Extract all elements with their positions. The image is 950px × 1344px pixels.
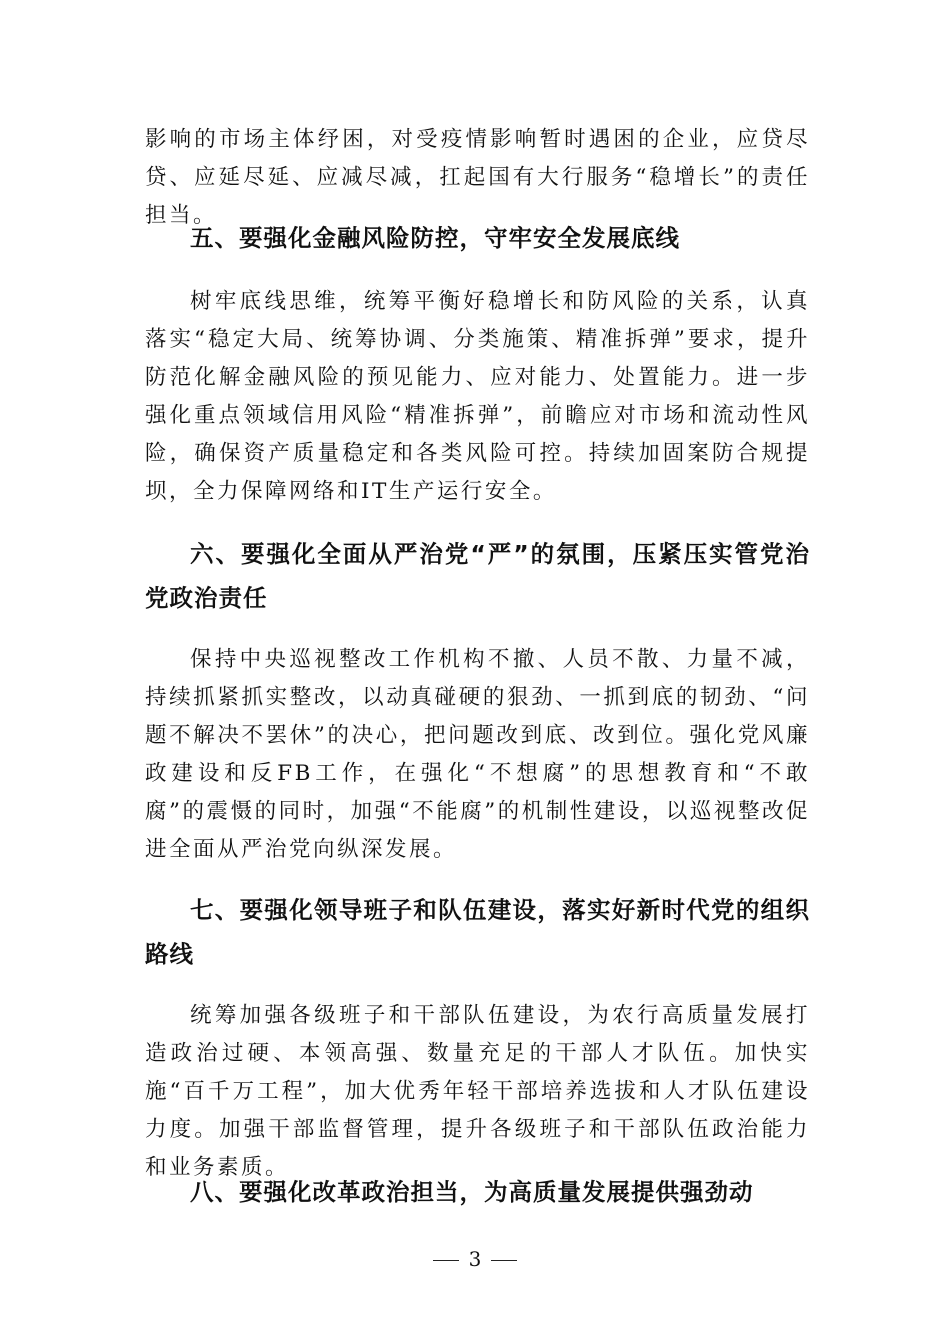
page-number: 3 <box>468 1247 482 1271</box>
page-footer <box>0 1244 950 1274</box>
footer-dash-right <box>491 1260 517 1261</box>
paragraph-section-6: 保持中央巡视整改工作机构不撤、人员不散、力量不减，持续抓紧抓实整改，以动真碰硬的狠劲、一抓到底的韧劲、“问题不解决不罢休”的决心，把问题改到底、改到位。强化党风廉政建设和反FB工作，在强化“不想腐”的思想教育和“不敢腐”的震慑的同时，加强“不能腐”的机制性建设，以巡视整改促进全面从严治党向纵深发展。 <box>145 647 810 862</box>
section-heading-8: 八、要强化改革政治担当，为高质量发展提供强劲动 <box>190 1178 754 1206</box>
paragraph-continuation: 影响的市场主体纾困，对受疫情影响暂时遇困的企业，应贷尽贷、应延尽延、应减尽减，扛起国有大行服务“稳增长”的责任担当。 <box>145 127 810 228</box>
paragraph-section-5: 树牢底线思维，统筹平衡好稳增长和防风险的关系，认真落实“稳定大局、统筹协调、分类施策、精准拆弹”要求，提升防范化解金融风险的预见能力、应对能力、处置能力。进一步强化重点领域信用风险“精准拆弹”，前瞻应对市场和流动性风险，确保资产质量稳定和各类风险可控。持续加固案防合规提坝，全力保障网络和IT生产运行安全。 <box>145 289 810 504</box>
paragraph-section-7: 统筹加强各级班子和干部队伍建设，为农行高质量发展打造政治过硬、本领高强、数量充足的干部人才队伍。加快实施“百千万工程”，加大优秀年轻干部培养选拔和人才队伍建设力度。加强干部监督管理，提升各级班子和干部队伍政治能力和业务素质。 <box>145 1003 810 1180</box>
section-heading-7: 七、要强化领导班子和队伍建设，落实好新时代党的组织路线 <box>145 896 810 968</box>
section-heading-5: 五、要强化金融风险防控，守牢安全发展底线 <box>190 224 680 252</box>
section-heading-6: 六、要强化全面从严治党“严”的氛围，压紧压实管党治党政治责任 <box>145 540 810 612</box>
footer-dash-left <box>433 1260 459 1261</box>
